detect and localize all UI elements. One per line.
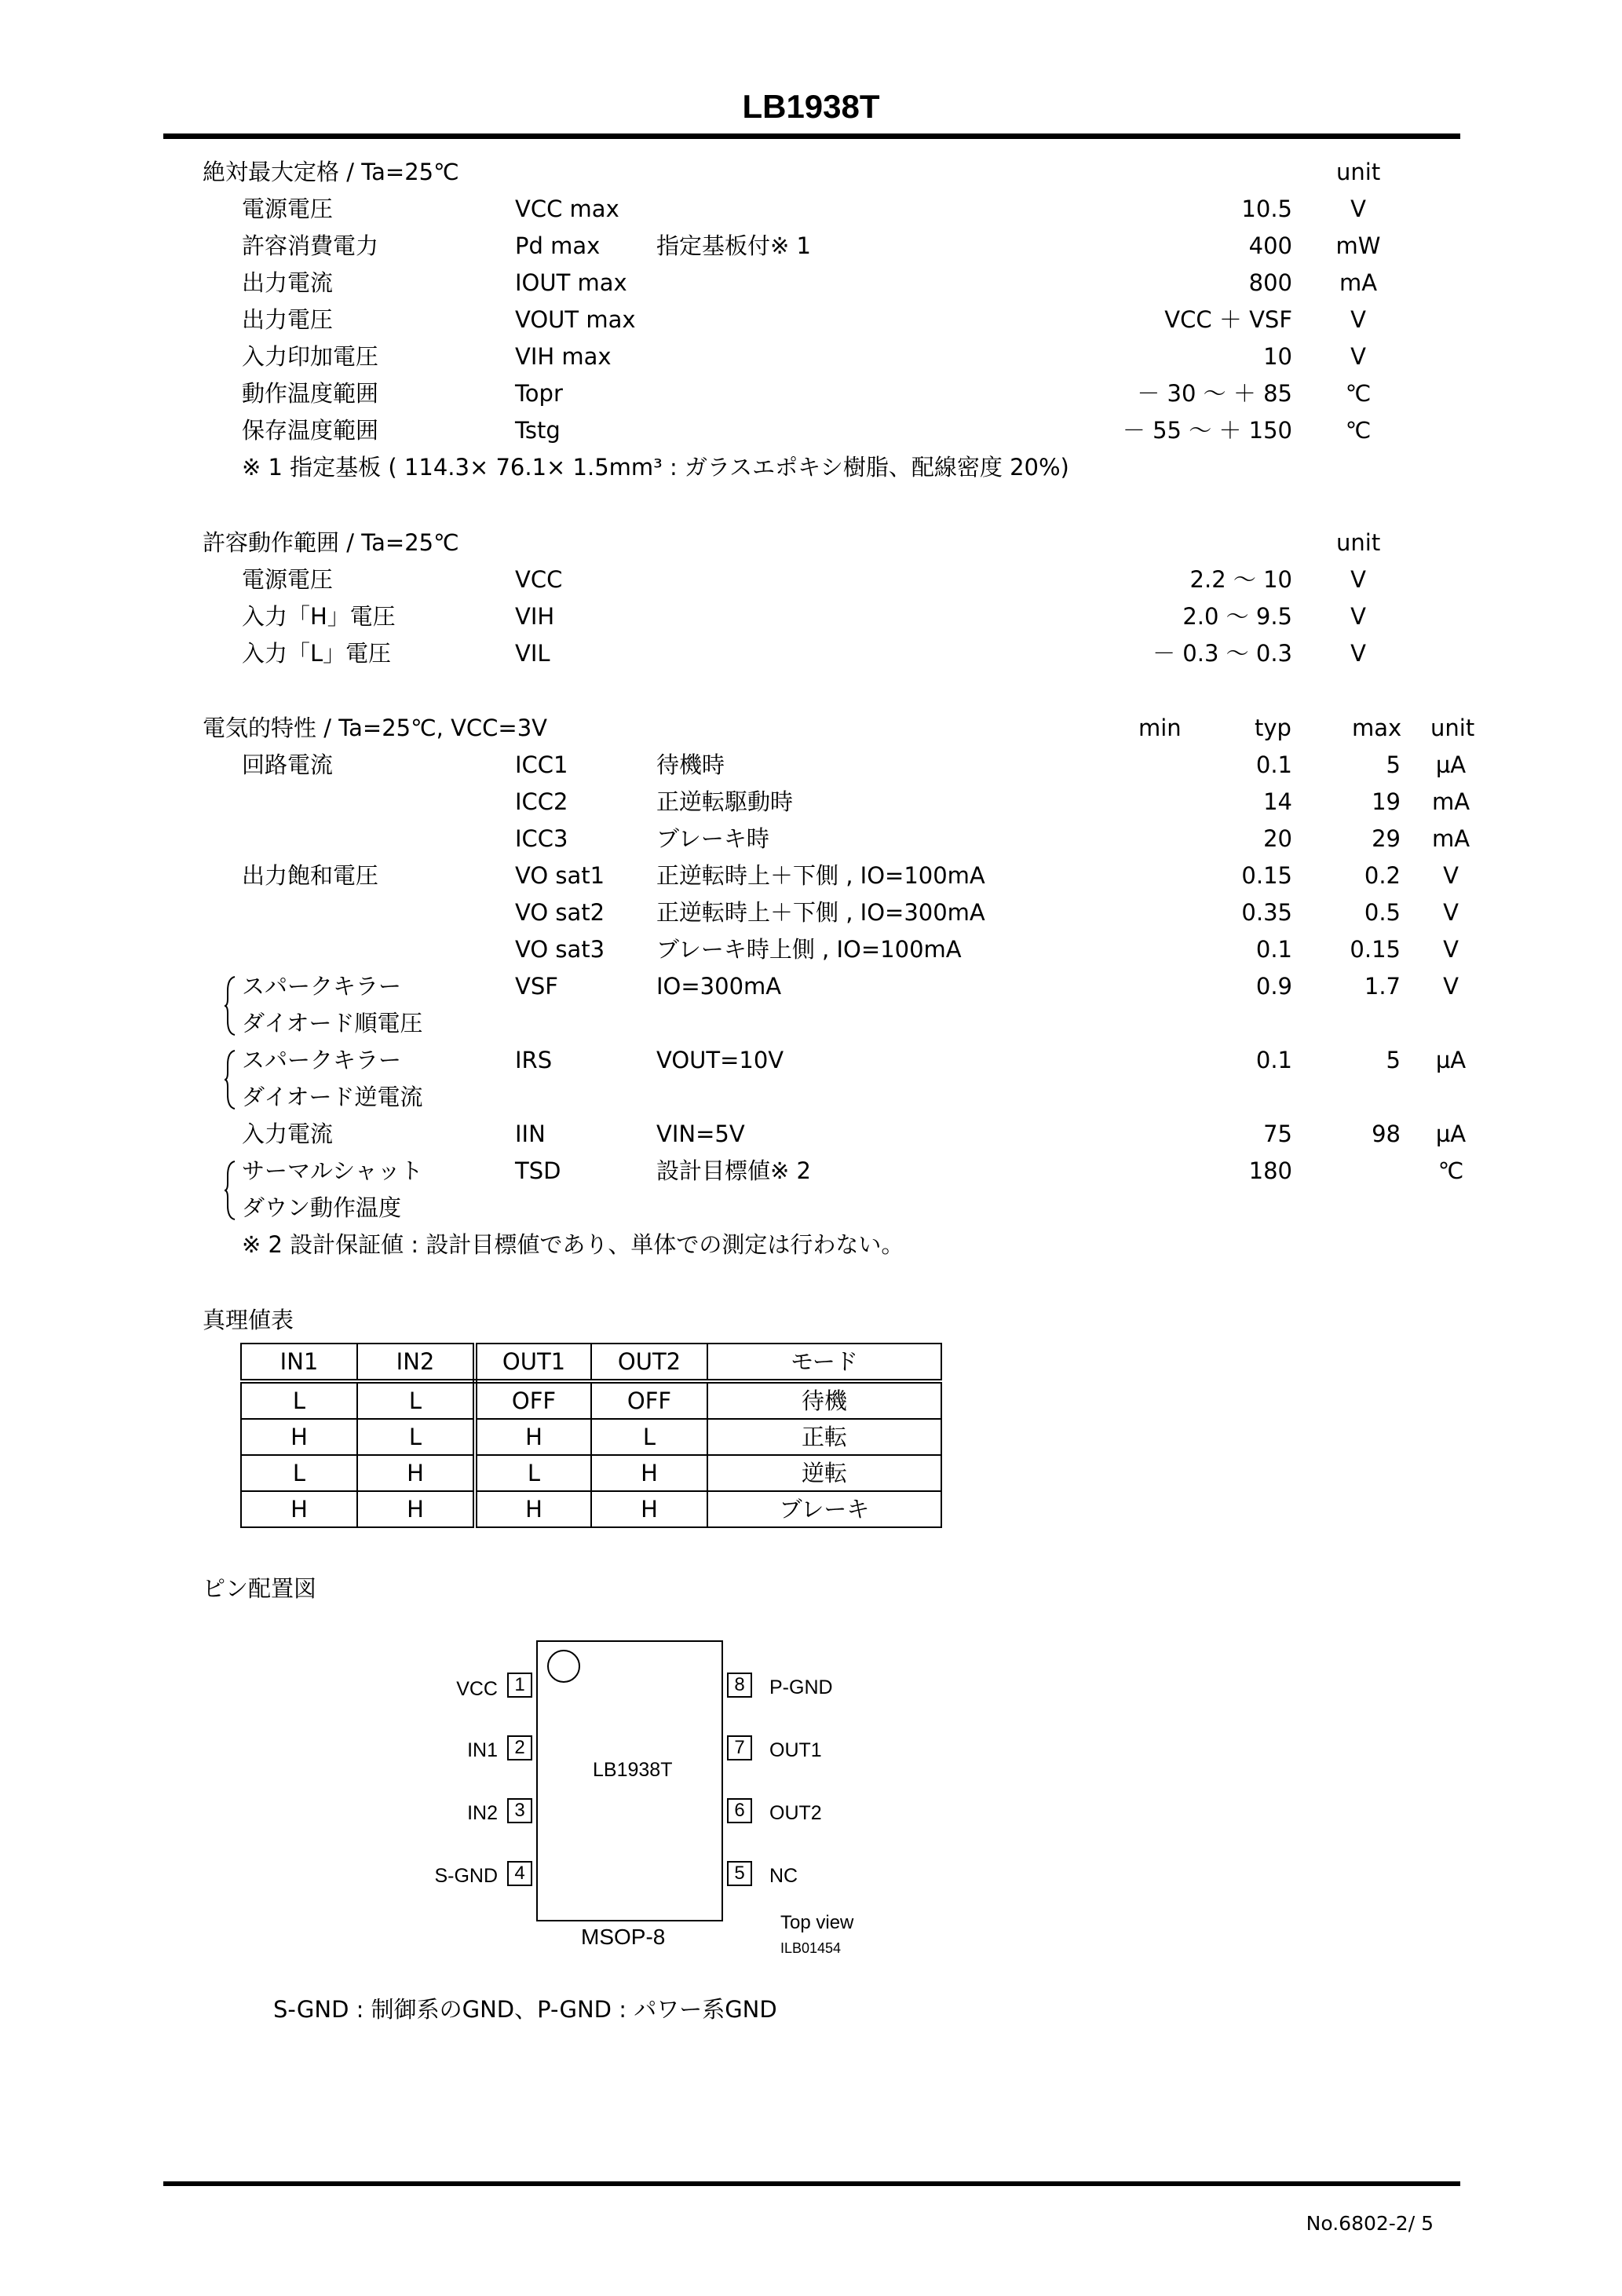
page-title: LB1938T [742,88,880,125]
elec-col-typ: typ [1255,715,1291,741]
pin-number: 6 [727,1798,752,1823]
column-header: OUT2 [591,1344,707,1381]
elec-row-typ: 14 [1263,788,1292,815]
abs-row-unit: mA [1339,269,1378,296]
table-cell: L [357,1381,475,1419]
elec-row-condition: 設計目標値※ 2 [656,1157,811,1184]
abs-row-unit: V [1350,343,1366,370]
abs-row-value: 10 [1263,343,1292,370]
pin-number: 3 [507,1798,532,1823]
figure-id: ILB01454 [780,1940,842,1956]
abs-row-symbol: Topr [515,380,563,407]
brace-icon [225,1160,236,1221]
elec-row-symbol: VSF [515,973,558,1000]
elec-row-unit: V [1443,899,1459,926]
elec-row-max: 1.7 [1364,973,1401,1000]
elec-row-name-line2: ダウン動作温度 [242,1194,402,1221]
elec-row-symbol: ICC3 [515,825,568,852]
elec-row-unit: V [1443,862,1459,889]
elec-row-unit: mA [1431,788,1470,815]
elec-row-unit: mA [1431,825,1470,852]
abs-row-unit: mW [1335,232,1381,259]
abs-row-name: 入力印加電圧 [242,343,379,370]
truth-table-header: 真理値表 [203,1307,294,1333]
table-cell: ブレーキ [707,1491,941,1527]
abs-row-unit: ℃ [1345,417,1372,444]
table-cell: H [357,1491,475,1527]
elec-row-typ: 0.15 [1241,862,1292,889]
elec-row-condition: VIN=5V [656,1121,745,1147]
table-row [241,1491,941,1527]
elec-row-unit: µA [1435,751,1467,778]
table-cell: H [241,1419,357,1455]
elec-row-unit: µA [1435,1121,1467,1147]
op-row-name: 電源電圧 [242,566,334,593]
pin-number: 7 [727,1735,752,1760]
abs-max-note: ※ 1 指定基板 ( 114.3× 76.1× 1.5mm³ : ガラスエポキシ樹脂、配線密度 20%) [242,454,1069,481]
pin-number: 8 [727,1673,752,1698]
elec-row-unit: ℃ [1438,1157,1464,1184]
elec-col-max: max [1352,715,1402,741]
abs-row-value: － 30 ～ ＋ 85 [1137,380,1292,407]
abs-row-name: 保存温度範囲 [242,417,379,444]
table-cell: L [591,1419,707,1455]
elec-row-condition: 正逆転時上＋下側 , IO=100mA [656,862,985,889]
elec-row-typ: 0.35 [1241,899,1292,926]
abs-row-unit: ℃ [1345,380,1372,407]
elec-row-name-line2: ダイオード逆電流 [242,1084,423,1110]
op-range-unit-header: unit [1336,529,1381,556]
abs-row-name: 出力電圧 [242,306,334,333]
column-header: モード [707,1344,941,1381]
abs-row-symbol: Pd max [515,232,601,259]
elec-row-symbol: IIN [515,1121,546,1147]
elec-row-symbol: ICC2 [515,788,568,815]
pin-number: 4 [507,1861,532,1886]
table-cell: H [591,1491,707,1527]
chip-label: LB1938T [593,1759,673,1781]
truth-table [240,1343,942,1528]
elec-row-unit: V [1443,973,1459,1000]
table-cell: H [241,1491,357,1527]
abs-row-value: 10.5 [1241,196,1292,222]
elec-row-typ: 0.1 [1255,936,1292,963]
op-row-unit: V [1350,566,1366,593]
top-rule [163,133,1460,139]
package-label: MSOP-8 [581,1925,666,1949]
elec-row-name: サーマルシャット [242,1157,423,1184]
elec-row-symbol: VO sat3 [515,936,605,963]
op-row-symbol: VIH [515,603,555,630]
abs-row-condition: 指定基板付※ 1 [656,232,811,259]
elec-row-symbol: TSD [515,1157,561,1184]
view-label: Top view [780,1912,854,1933]
abs-row-value: 400 [1248,232,1292,259]
op-row-value: 2.2 ～ 10 [1189,566,1292,593]
elec-col-unit: unit [1430,715,1475,741]
table-header-row [241,1344,941,1381]
page-number: No.6802-2/ 5 [1306,2212,1434,2235]
elec-row-max: 98 [1372,1121,1401,1147]
table-cell: OFF [591,1381,707,1419]
abs-row-value: 800 [1248,269,1292,296]
elec-row-symbol: IRS [515,1047,553,1073]
op-row-unit: V [1350,603,1366,630]
bottom-rule [163,2181,1460,2186]
elec-row-max: 0.5 [1364,899,1401,926]
elec-col-min: min [1138,715,1182,741]
elec-row-condition: ブレーキ時上側 , IO=100mA [656,936,962,963]
elec-row-max: 0.2 [1364,862,1401,889]
abs-row-name: 出力電流 [242,269,334,296]
pinout-header: ピン配置図 [203,1575,317,1602]
elec-note: ※ 2 設計保証値 : 設計目標値であり、単体での測定は行わない。 [242,1231,904,1258]
elec-header: 電気的特性 / Ta=25℃, VCC=3V [203,715,548,741]
elec-row-name-line2: ダイオード順電圧 [242,1010,423,1036]
pin-label: NC [769,1865,798,1887]
pin-label: OUT1 [769,1739,822,1761]
abs-row-value: － 55 ～ ＋ 150 [1122,417,1292,444]
abs-max-unit-header: unit [1336,159,1381,185]
op-row-name: 入力「L」電圧 [242,640,392,667]
table-cell: H [475,1419,591,1455]
pin-number: 1 [507,1673,532,1698]
abs-row-unit: V [1350,196,1366,222]
pin-label: IN1 [467,1739,498,1761]
elec-row-typ: 180 [1248,1157,1292,1184]
abs-row-symbol: VIH max [515,343,612,370]
table-cell: H [475,1491,591,1527]
table-cell: H [357,1455,475,1491]
pin-label: OUT2 [769,1802,822,1824]
elec-row-max: 29 [1372,825,1401,852]
elec-row-typ: 75 [1263,1121,1292,1147]
elec-row-max: 5 [1386,751,1401,778]
elec-row-symbol: ICC1 [515,751,568,778]
table-cell: OFF [475,1381,591,1419]
pin-number: 2 [507,1735,532,1760]
op-row-name: 入力「H」電圧 [242,603,396,630]
brace-icon [225,975,236,1036]
elec-row-name: スパークキラー [242,1047,402,1073]
pin-number: 5 [727,1861,752,1886]
abs-row-name: 電源電圧 [242,196,334,222]
abs-max-header: 絶対最大定格 / Ta=25℃ [203,159,459,185]
table-row [241,1419,941,1455]
elec-row-symbol: VO sat1 [515,862,605,889]
elec-row-typ: 0.1 [1255,751,1292,778]
abs-row-unit: V [1350,306,1366,333]
elec-row-unit: V [1443,936,1459,963]
elec-row-condition: VOUT=10V [656,1047,784,1073]
elec-row-name: 回路電流 [242,751,334,778]
op-range-header: 許容動作範囲 / Ta=25℃ [203,529,459,556]
table-cell: 待機 [707,1381,941,1419]
table-cell: 逆転 [707,1455,941,1491]
pin-label: S-GND [434,1865,498,1887]
elec-row-symbol: VO sat2 [515,899,605,926]
table-cell: L [241,1455,357,1491]
elec-row-max: 5 [1386,1047,1401,1073]
elec-row-condition: 正逆転時上＋下側 , IO=300mA [656,899,985,926]
column-header: IN2 [357,1344,475,1381]
pin1-marker-icon [548,1651,579,1682]
abs-row-symbol: VCC max [515,196,619,222]
abs-row-name: 許容消費電力 [242,232,379,259]
column-header: IN1 [241,1344,357,1381]
elec-row-name: 入力電流 [242,1121,334,1147]
abs-row-symbol: IOUT max [515,269,627,296]
table-row [241,1381,941,1419]
elec-row-condition: 待機時 [656,751,725,778]
elec-row-condition: ブレーキ時 [656,825,769,852]
table-cell: H [591,1455,707,1491]
table-cell: L [241,1381,357,1419]
elec-row-unit: µA [1435,1047,1467,1073]
pin-label: P-GND [769,1676,833,1698]
elec-row-typ: 0.1 [1255,1047,1292,1073]
elec-row-name: スパークキラー [242,973,402,1000]
table-row [241,1455,941,1491]
pin-label: IN2 [467,1802,498,1824]
op-row-value: 2.0 ～ 9.5 [1182,603,1292,630]
brace-icon [225,1049,236,1110]
table-cell: L [475,1455,591,1491]
column-header: OUT1 [475,1344,591,1381]
abs-row-name: 動作温度範囲 [242,380,379,407]
table-cell: 正転 [707,1419,941,1455]
elec-row-condition: 正逆転駆動時 [656,788,794,815]
elec-row-max: 19 [1372,788,1401,815]
op-row-unit: V [1350,640,1366,667]
abs-row-value: VCC ＋ VSF [1164,306,1292,333]
elec-row-max: 0.15 [1350,936,1401,963]
op-row-value: － 0.3 ～ 0.3 [1153,640,1292,667]
abs-row-symbol: Tstg [515,417,561,444]
elec-row-condition: IO=300mA [656,973,782,1000]
elec-row-name: 出力飽和電圧 [242,862,379,889]
pin-legend: S-GND : 制御系のGND、P-GND : パワー系GND [273,1996,777,2023]
op-row-symbol: VIL [515,640,550,667]
elec-row-typ: 20 [1263,825,1292,852]
abs-row-symbol: VOUT max [515,306,636,333]
pin-label: VCC [456,1678,498,1700]
elec-row-typ: 0.9 [1255,973,1292,1000]
table-cell: L [357,1419,475,1455]
op-row-symbol: VCC [515,566,563,593]
